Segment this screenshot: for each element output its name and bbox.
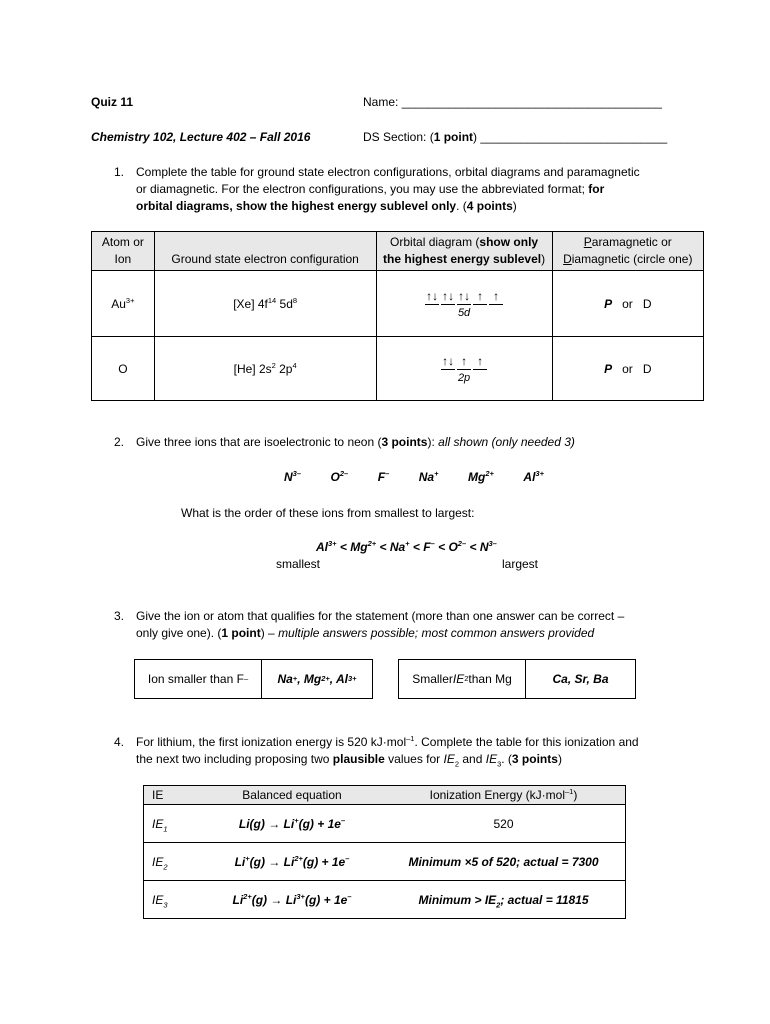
name-field[interactable] — [363, 95, 662, 109]
q2-text: Give three ions that are isoelectronic to neon (3 points): all shown (only needed 3) — [136, 435, 575, 449]
isoelectronic-ions — [284, 470, 544, 484]
orbital-diagram-5d: ↑↓ ↑↓ ↑↓ ↑ ↑ 5d — [424, 289, 504, 319]
energy-cell: Minimum > $IE_2$; actual = 11815 — [382, 881, 626, 919]
orbital-diagram-2p: ↑↓ ↑ ↑ 2p — [440, 354, 488, 384]
header-orbital: Orbital diagram (show only the highest energy sublevel) — [376, 232, 552, 271]
energy-cell: 520 — [382, 805, 626, 843]
orbital-diagram-cell — [376, 337, 552, 401]
orbital-diagram-cell — [376, 271, 552, 337]
orbital-box: ↑↓ — [426, 288, 439, 303]
box-label: Ion smaller than F – — [135, 660, 262, 698]
q4-number: 4. — [114, 735, 125, 749]
ionization-table — [143, 785, 626, 919]
q3-number: 3. — [114, 609, 125, 623]
course-title: Chemistry 102, Lecture 402 – Fall 2016 — [91, 130, 311, 144]
box-answer[interactable]: Ca, Sr, Ba — [552, 672, 609, 686]
ion: $N^{3-}$ — [284, 469, 302, 484]
q4-text: For lithium, the first ionization energy is 520 kJ·mol$^{-1}$. Complete the table for this ionization and the next two including proposing two plausible values for $IE_2$ and $IE_3$. (3 points) — [136, 734, 639, 769]
orbital-box: ↑ — [473, 289, 487, 305]
q2-number: 2. — [114, 435, 125, 449]
orbital-box: ↑↓ — [458, 288, 471, 303]
ion: $O^{2-}$ — [330, 469, 349, 484]
ion: $Mg^{2+}$ — [468, 469, 494, 484]
ion: $Al^{3+}$ — [523, 469, 544, 484]
answer-box-ion-smaller-than-f — [134, 659, 373, 699]
atom-cell: O — [92, 337, 155, 401]
orbital-box: ↑ — [457, 354, 471, 370]
magnetic-cell[interactable]: P or D — [552, 271, 703, 337]
name-line: _______________________________________ — [401, 95, 662, 109]
table-row-au — [92, 271, 704, 337]
q1-text: Complete the table for ground state electron configurations, orbital diagrams and paramagnetic or diamagnetic. For the electron configurations, you may use the abbreviated format; for orbital diagrams, show the highest energy sublevel only. (4 points) — [136, 165, 640, 213]
header-equation: Balanced equation — [202, 786, 382, 805]
energy-cell: Minimum ×5 of 520; actual = 7300 — [382, 843, 626, 881]
box-label: Smaller IE 2 than Mg — [399, 660, 526, 698]
table-row-ie1 — [144, 805, 626, 843]
header-ie: IE — [144, 786, 203, 805]
q3-text: Give the ion or atom that qualifies for the statement (more than one answer can be correct – only give one). (1 point) – multiple answers possible; most common answers provided — [136, 609, 625, 640]
ion: F– — [377, 469, 390, 484]
atom-cell: $Au^{3+}$ — [92, 271, 155, 337]
orbital-box: ↑↓ — [442, 353, 455, 368]
table-row-ie3 — [144, 881, 626, 919]
ds-points: 1 point — [433, 130, 474, 144]
orbital-box: ↑ — [473, 354, 487, 370]
ion-order: $Al^{3+} < Mg^{2+} < Na^+ < F^- < O^{2-} < N^{3-}$ — [316, 539, 497, 554]
ie-cell: $IE_3$ — [144, 881, 203, 919]
largest-label: largest — [502, 557, 539, 571]
header-magnetic: Paramagnetic or Diamagnetic (circle one) — [552, 232, 703, 271]
q1-number: 1. — [114, 165, 125, 179]
table-row-o — [92, 337, 704, 401]
orbital-box: ↑↓ — [442, 288, 455, 303]
header-energy: Ionization Energy (kJ·mol$^{-1}$) — [382, 786, 626, 805]
header-config: Ground state electron configuration — [154, 232, 376, 271]
ds-line: ____________________________ — [477, 130, 668, 144]
answer-box-smaller-ie2 — [398, 659, 636, 699]
equation-cell: Li(g) → Li+(g) + 1e– — [202, 805, 382, 843]
ion: Na+ — [418, 469, 439, 484]
header-atom: Atom or Ion — [92, 232, 155, 271]
equation-cell: $Li^{2+}(g) \to Li^{3+}(g) + 1e^-$ — [202, 881, 382, 919]
config-cell: [Xe] $4f^{14}$ $5d^8$ — [154, 271, 376, 337]
ds-section-field[interactable]: DS Section: (1 point) ____________________________ — [363, 130, 668, 144]
table-row-ie2 — [144, 843, 626, 881]
config-cell: [He] $2s^2$ $2p^4$ — [154, 337, 376, 401]
electron-config-table — [91, 231, 704, 401]
ie-cell: $IE_2$ — [144, 843, 203, 881]
smallest-label: smallest — [276, 557, 321, 571]
name-label: Name: — [363, 95, 399, 109]
equation-cell: $Li^+(g) \to Li^{2+}(g) + 1e^-$ — [202, 843, 382, 881]
ie-cell: $IE_1$ — [144, 805, 203, 843]
box-answer[interactable]: Na + , Mg 2+ , Al 3+ — [277, 672, 357, 686]
order-question: What is the order of these ions from smallest to largest: — [181, 506, 475, 520]
orbital-box: ↑ — [489, 289, 503, 305]
quiz-title: Quiz 11 — [91, 95, 134, 109]
magnetic-cell[interactable]: P or D — [552, 337, 703, 401]
